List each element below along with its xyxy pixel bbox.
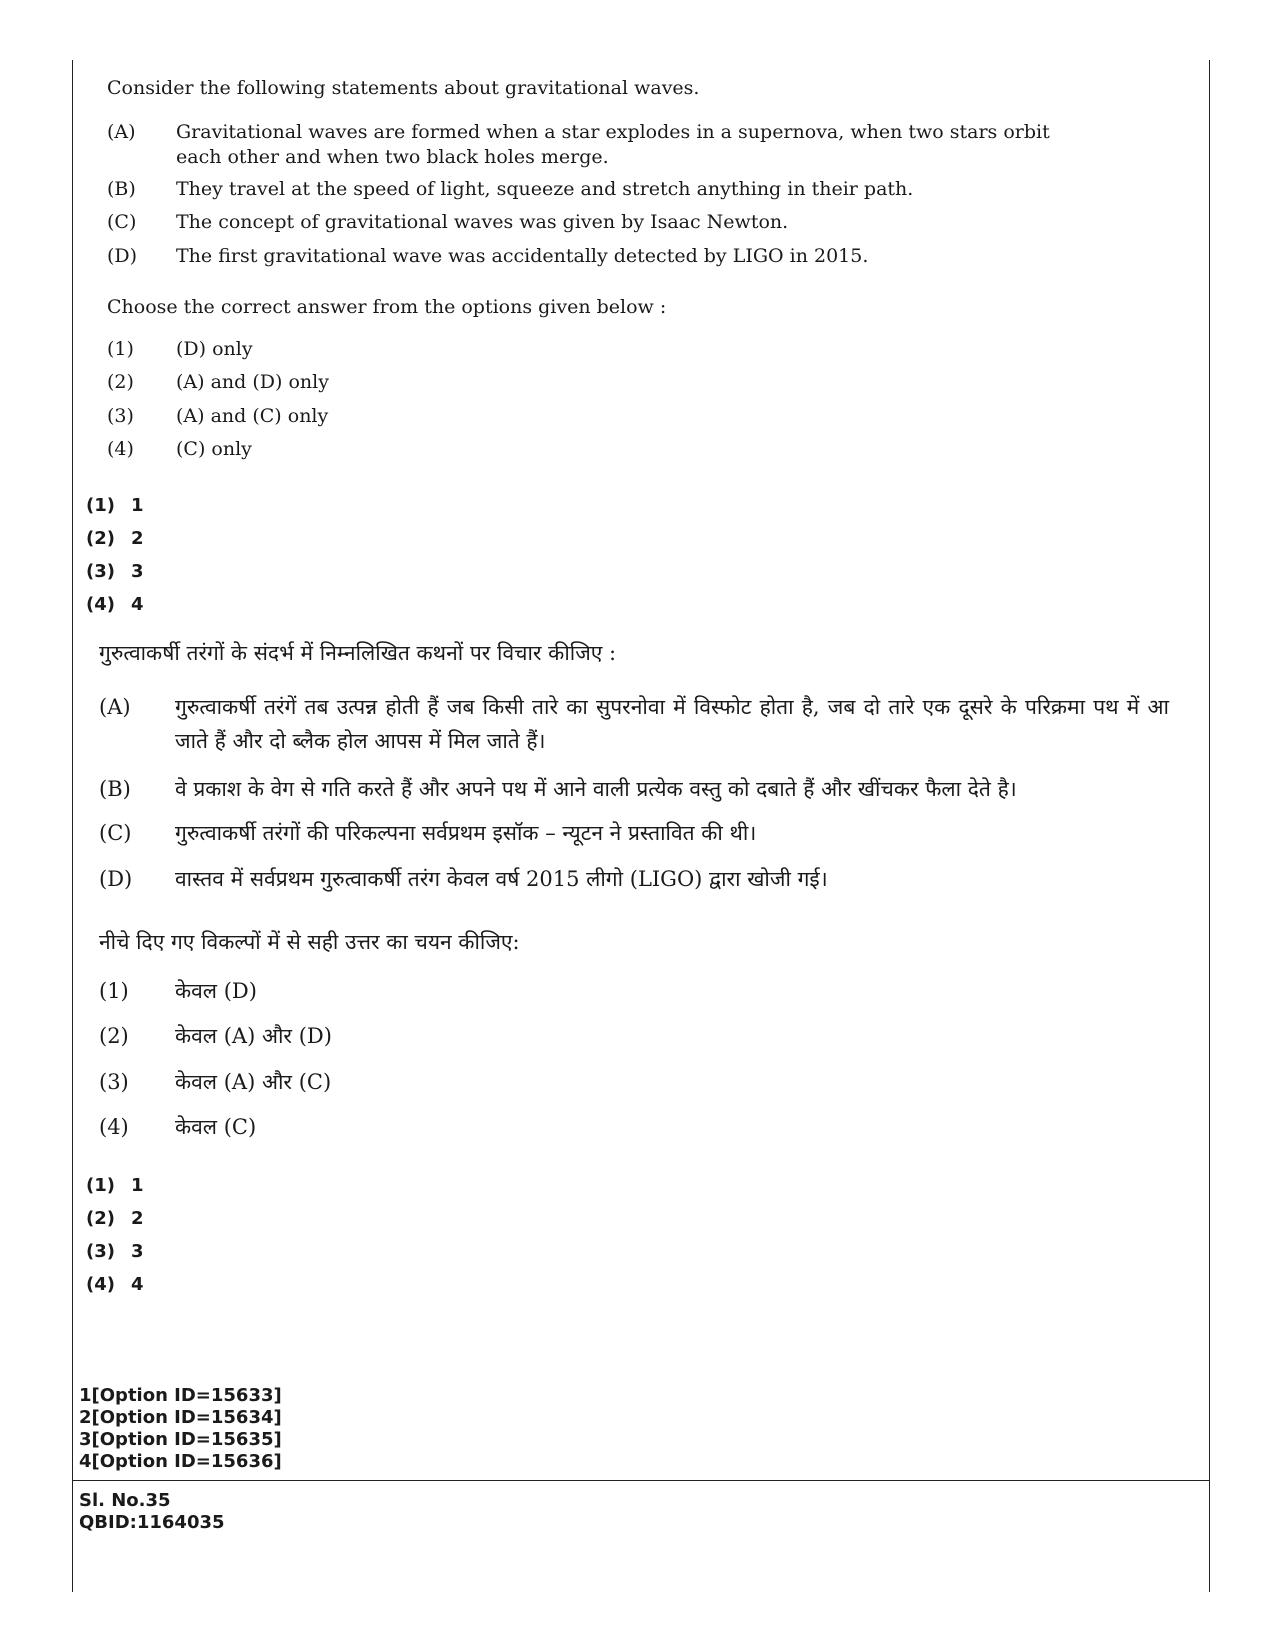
option-label: (4) (107, 438, 134, 460)
option-id-list (79, 1385, 282, 1473)
option-label: (1) (107, 338, 134, 360)
option-4-hi (99, 1110, 1169, 1144)
statement-label: (D) (99, 867, 133, 891)
statement-text: गुरुत्वाकर्षी तरंगें तब उत्पन्न होती हैं जब किसी तारे का सुपरनोवा में विस्फोट होता है, जब दो तारे एक दूसरे के परिक्रमा पथ में आ जाते हैं और दो ब्लैक होल आपस में मिल जाते हैं। (175, 695, 1169, 753)
answer-choice-value: 3 (131, 1241, 144, 1262)
statement-text: वे प्रकाश के वेग से गति करते हैं और अपने पथ में आने वाली प्रत्येक वस्तु को दबाते हैं और खींचकर फैला देते है। (175, 777, 1017, 801)
statement-label: (B) (107, 178, 136, 200)
option-4-en (107, 437, 1107, 462)
answer-choice-1[interactable] (86, 1174, 144, 1198)
question-bank-id: QBID:1164035 (79, 1512, 225, 1533)
statement-b-en (107, 177, 1107, 202)
answer-choice-label: (4) (86, 1274, 115, 1295)
statement-c-en (107, 210, 1107, 235)
option-3-hi (99, 1065, 1169, 1099)
option-text: (C) only (176, 438, 252, 460)
answer-choice-2[interactable] (86, 527, 144, 551)
page-border-right (1209, 60, 1210, 1592)
statement-d-en (107, 244, 1107, 269)
option-text: केवल (A) और (C) (175, 1070, 332, 1094)
statement-label: (A) (107, 121, 136, 143)
option-1-en (107, 337, 1107, 362)
answer-choice-value: 4 (131, 1274, 144, 1295)
option-text: (A) and (C) only (176, 405, 329, 427)
serial-number: Sl. No.35 (79, 1490, 171, 1511)
page-border-left (72, 60, 73, 1592)
option-3-en (107, 404, 1107, 429)
answer-choice-value: 2 (131, 1208, 144, 1229)
answer-choice-label: (1) (86, 1175, 115, 1196)
answer-choice-value: 1 (131, 495, 144, 516)
statement-a-hi (99, 690, 1169, 758)
option-id: 1[Option ID=15633] (79, 1385, 282, 1406)
statement-c-hi (99, 816, 1169, 850)
option-id: 2[Option ID=15634] (79, 1407, 282, 1428)
question-stem-en: Consider the following statements about gravitational waves. (107, 77, 700, 99)
answer-choice-label: (2) (86, 1208, 115, 1229)
option-2-en (107, 370, 1107, 395)
statement-text: वास्तव में सर्वप्रथम गुरुत्वाकर्षी तरंग केवल वर्ष 2015 लीगो (LIGO) द्वारा खोजी गई। (175, 867, 828, 891)
statement-d-hi (99, 862, 1169, 896)
statement-text: They travel at the speed of light, squeeze and stretch anything in their path. (176, 178, 914, 200)
statement-a-en (107, 120, 1067, 170)
option-text: केवल (A) और (D) (175, 1024, 332, 1048)
statement-text: गुरुत्वाकर्षी तरंगों की परिकल्पना सर्वप्रथम इसॉक – न्यूटन ने प्रस्तावित की थी। (175, 821, 757, 845)
answer-choice-value: 3 (131, 561, 144, 582)
answer-choice-label: (3) (86, 561, 115, 582)
statement-label: (C) (107, 211, 137, 233)
answer-choice-value: 4 (131, 594, 144, 615)
statement-label: (B) (99, 777, 131, 801)
option-text: केवल (C) (175, 1115, 257, 1139)
answer-choice-value: 1 (131, 1175, 144, 1196)
option-label: (4) (99, 1115, 129, 1139)
option-text: (D) only (176, 338, 253, 360)
statement-label: (A) (99, 695, 131, 719)
statement-text: The first gravitational wave was accidentally detected by LIGO in 2015. (176, 245, 869, 267)
option-label: (3) (107, 405, 134, 427)
answer-choice-1[interactable] (86, 494, 144, 518)
answer-choice-4[interactable] (86, 1273, 144, 1297)
answer-choice-label: (1) (86, 495, 115, 516)
option-text: (A) and (D) only (176, 371, 329, 393)
option-label: (1) (99, 979, 129, 1003)
answer-choice-label: (2) (86, 528, 115, 549)
option-id: 4[Option ID=15636] (79, 1451, 282, 1472)
statement-label: (D) (107, 245, 138, 267)
question-meta (79, 1490, 225, 1534)
answer-choice-value: 2 (131, 528, 144, 549)
statement-b-hi (99, 772, 1169, 806)
question-stem-hi: गुरुत्वाकर्षी तरंगों के संदर्भ में निम्नलिखित कथनों पर विचार कीजिए : (99, 641, 617, 665)
option-1-hi (99, 974, 1169, 1008)
option-2-hi (99, 1019, 1169, 1053)
instruction-hi: नीचे दिए गए विकल्पों में से सही उत्तर का चयन कीजिए: (99, 930, 520, 954)
option-label: (2) (107, 371, 134, 393)
instruction-en: Choose the correct answer from the options given below : (107, 296, 667, 318)
answer-choice-4[interactable] (86, 593, 144, 617)
answer-choice-3[interactable] (86, 560, 144, 584)
answer-choice-3[interactable] (86, 1240, 144, 1264)
statement-text: The concept of gravitational waves was given by Isaac Newton. (176, 211, 789, 233)
option-id: 3[Option ID=15635] (79, 1429, 282, 1450)
option-label: (3) (99, 1070, 129, 1094)
answer-choice-label: (4) (86, 594, 115, 615)
statement-text: Gravitational waves are formed when a star explodes in a supernova, when two stars orbit each other and when two black holes merge. (176, 121, 1050, 168)
answer-choice-2[interactable] (86, 1207, 144, 1231)
answer-choice-label: (3) (86, 1241, 115, 1262)
separator-line (73, 1480, 1209, 1481)
option-label: (2) (99, 1024, 129, 1048)
statement-label: (C) (99, 821, 132, 845)
option-text: केवल (D) (175, 979, 257, 1003)
